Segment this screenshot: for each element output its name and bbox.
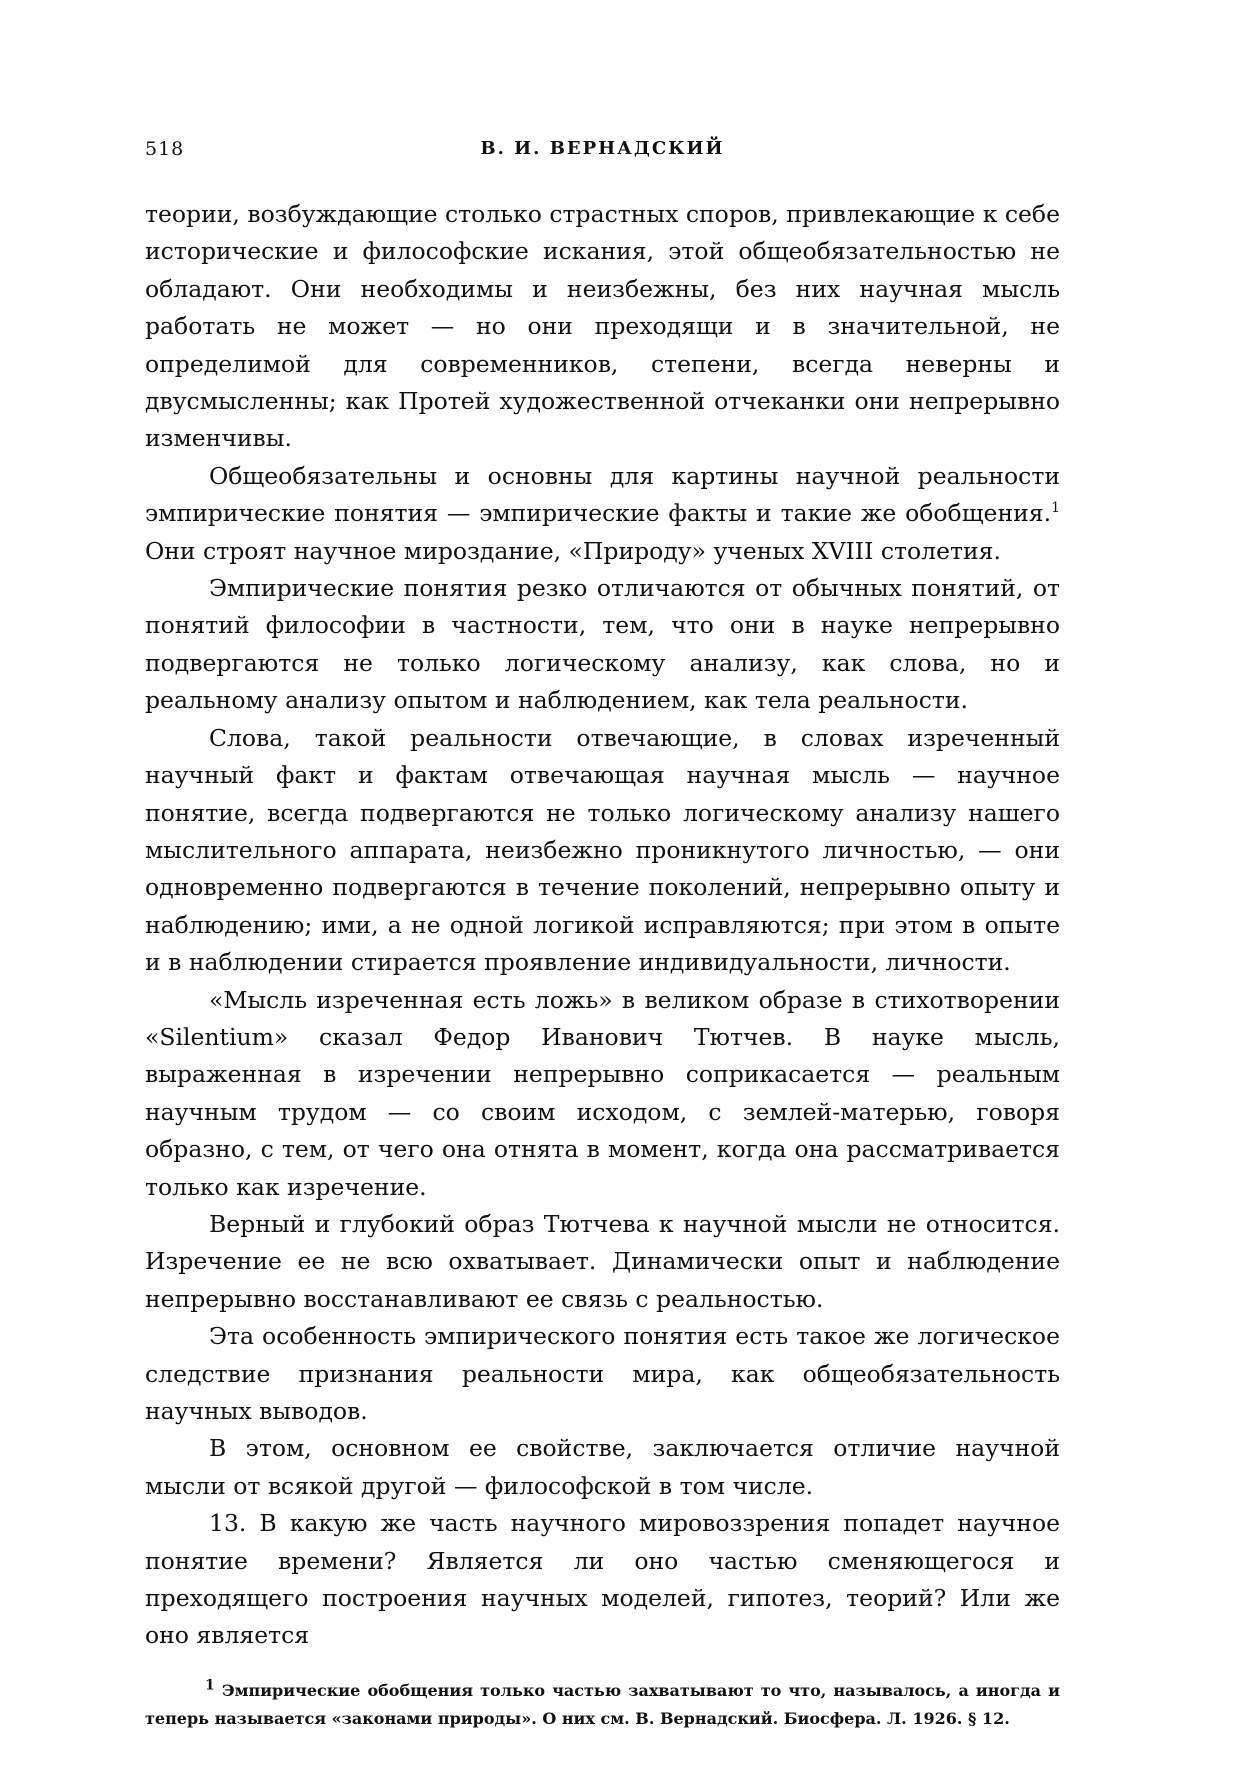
footnote <box>145 1677 1060 1733</box>
paragraph-2-text-cont: Они строят научное мироздание, «Природу» ученых XVIII столетия. <box>145 536 1001 565</box>
paragraph-2 <box>145 458 1060 570</box>
paragraph-7: Эта особенность эмпирического понятия есть такое же логическое следствие признания реальности мира, как общеобязательность научных выводов. <box>145 1322 1060 1425</box>
paragraph-2-text: Общеобязательны и основны для картины научной реальности эмпирические понятия — эмпирические факты и такие же обобщения. <box>145 461 1060 528</box>
running-title: В. И. ВЕРНАДСКИЙ <box>480 138 725 159</box>
footnotes <box>145 1677 1060 1733</box>
paragraph-5: «Мысль изреченная есть ложь» в великом образе в стихотворении «Silentium» сказал Федор Иванович Тютчев. В науке мысль, выраженная в изречении непрерывно соприкасается — реальным научным трудом — со своим исходом, с землей-матерью, говоря образно, с тем, от чего она отнята в момент, когда она рассматривается только как изречение. <box>145 985 1060 1201</box>
footnote-number: 1 <box>205 1677 215 1694</box>
paragraph-8: В этом, основном ее свойстве, заключается отличие научной мысли от всякой другой — философской в том числе. <box>145 1434 1060 1500</box>
page-number: 518 <box>145 138 185 160</box>
paragraph-9: 13. В какую же часть научного мировоззрения попадет научное понятие времени? Является ли оно частью сменяющегося и преходящего построения научных моделей, гипотез, теорий? Или же оно является <box>145 1509 1060 1650</box>
footnote-text: Эмпирические обобщения только частью захватывают то что, называлось, а иногда и теперь называется «законами природы». О них см. В. Вернадский. Биосфера. Л. 1926. § 12. <box>145 1680 1060 1728</box>
paragraph-6: Верный и глубокий образ Тютчева к научной мысли не относится. Изречение ее не всю охватывает. Динамически опыт и наблюдение непрерывно восстанавливают ее связь с реальностью. <box>145 1209 1060 1313</box>
paragraph-3: Эмпирические понятия резко отличаются от обычных понятий, от понятий философии в частности, тем, что они в науке непрерывно подвергаются не только логическому анализу, как слова, но и реальному анализу опытом и наблюдением, как тела реальности. <box>145 574 1060 715</box>
footnote-marker: 1 <box>1051 500 1060 517</box>
running-head <box>145 138 1060 178</box>
paragraph-4: Слова, такой реальности отвечающие, в словах изреченный научный факт и фактам отвечающая научная мысль — научное понятие, всегда подвергаются не только логическому анализу нашего мыслительного аппарата, неизбежно проникнутого личностью, — они одновременно подвергаются в течение поколений, непрерывно опыту и наблюдению; ими, а не одной логикой исправляются; при этом в опыте и в наблюдении стирается проявление индивидуальности, личности. <box>145 723 1060 977</box>
page <box>145 138 1060 1733</box>
body-text <box>145 196 1060 1655</box>
paragraph-1: теории, возбуждающие столько страстных споров, привлекающие к себе исторические и философские искания, этой общеобязательностью не обладают. Они необходимы и неизбежны, без них научная мысль работать не может — но они преходящи и в значительной, не определимой для современников, степени, всегда неверны и двусмысленны; как Протей художественной отчеканки они непрерывно изменчивы. <box>145 200 1060 453</box>
